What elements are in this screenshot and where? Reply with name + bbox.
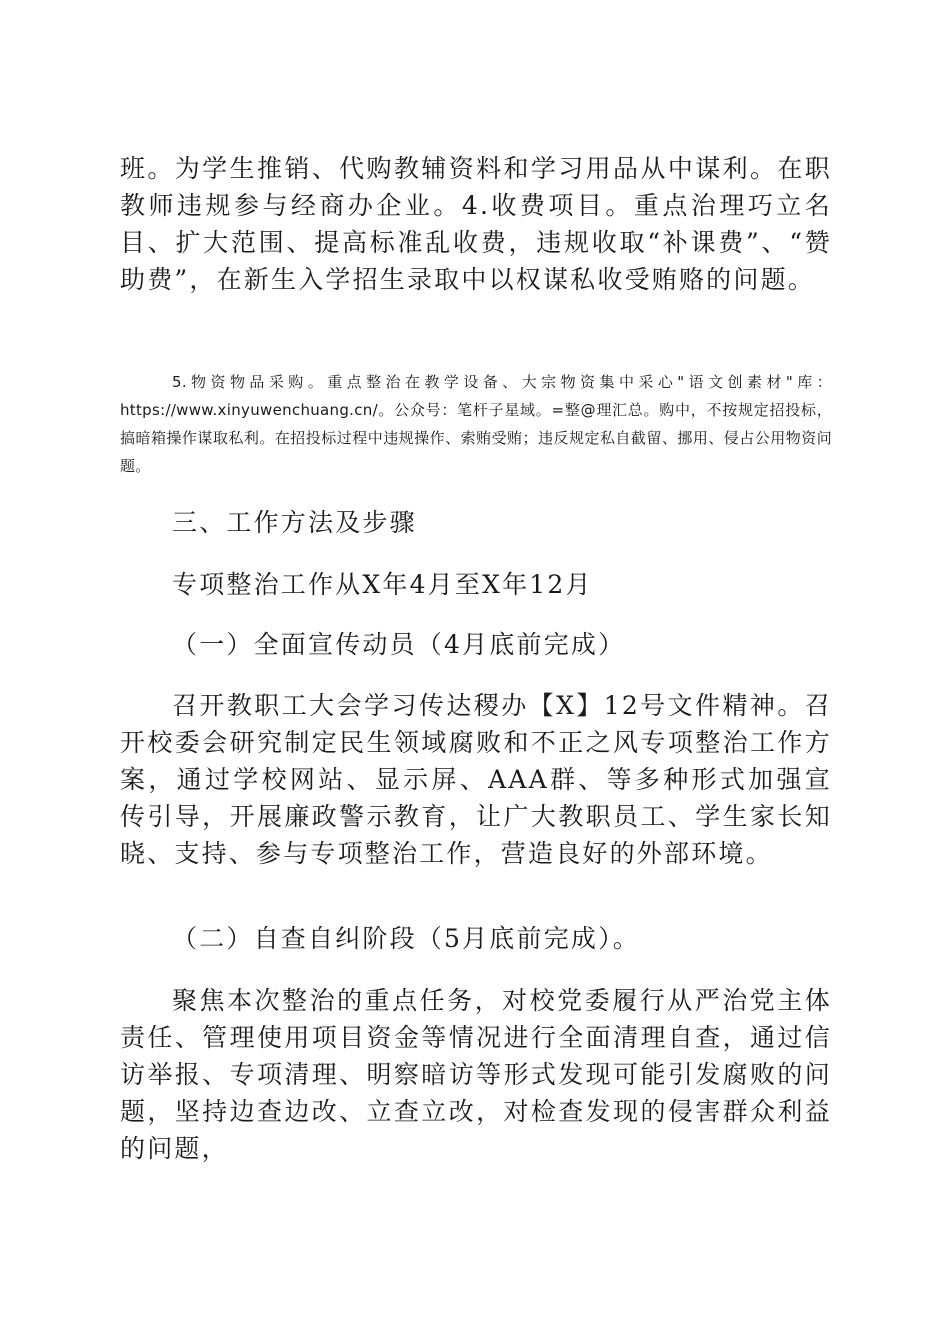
- stage-1-paragraph: 召开教职工大会学习传达稷办【X】12号文件精神。召开校委会研究制定民生领域腐败和不正之风专项整治工作方案，通过学校网站、显示屏、AAA群、等多种形式加强宣传引导，开展廉政警示教育，让广大教职员工、学生家长知晓、支持、参与专项整治工作，营造良好的外部环境。: [120, 691, 832, 868]
- stage-1-heading: （一）全面宣传动员（4月底前完成）: [172, 630, 626, 659]
- paragraph-item-5-procurement: 5.物资物品采购。重点整治在教学设备、大宗物资集中采心"语文创素材"库：https://www.xinyuwenchuang.cn/。公众号：笔杆子星域。=整@理汇总。购中，不按规定招投标，搞暗箱操作谋取私利。在招投标过程中违规操作、索贿受贿；违反规定私自截留、挪用、侵占公用物资问题。: [120, 373, 832, 475]
- stage-2-paragraph: 聚焦本次整治的重点任务，对校党委履行从严治党主体责任、管理使用项目资金等情况进行全面清理自查，通过信访举报、专项清理、明察暗访等形式发现可能引发腐败的问题，坚持边查边改、立查立改，对检查发现的侵害群众利益的问题，: [120, 986, 832, 1163]
- stage-2-heading: （二）自查自纠阶段（5月底前完成）。: [172, 924, 641, 953]
- work-period-line: 专项整治工作从X年4月至X年12月: [172, 570, 593, 599]
- paragraph-continuation: 班。为学生推销、代购教辅资料和学习用品从中谋利。在职教师违规参与经商办企业。4.收费项目。重点治理巧立名目、扩大范围、提高标准乱收费，违规收取“补课费”、“赞助费”，在新生入学招生录取中以权谋私收受贿赂的问题。: [120, 154, 832, 294]
- section-heading-3: 三、工作方法及步骤: [172, 508, 417, 537]
